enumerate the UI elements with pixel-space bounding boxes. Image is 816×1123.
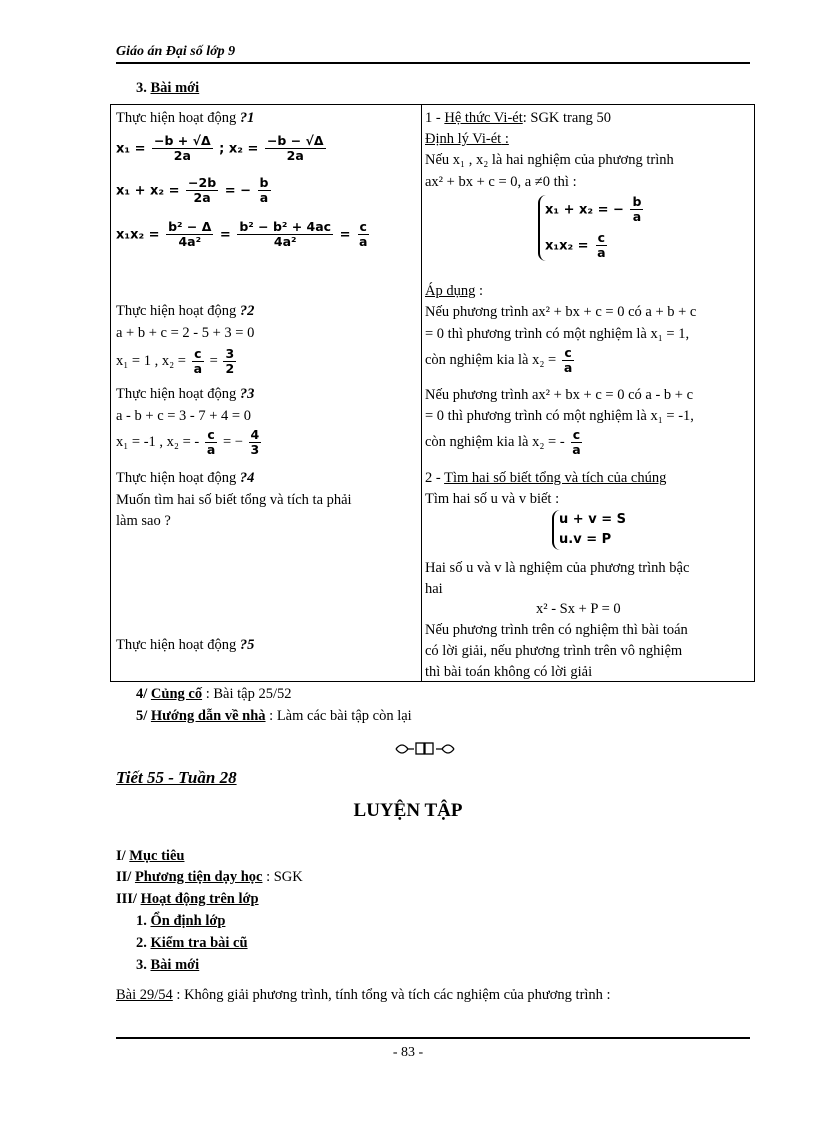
header-rule (116, 62, 750, 64)
activity-item-1: 1. Ổn định lớp (136, 913, 226, 929)
sum-product-line5: có lời giải, nếu phương trình trên vô nghiệm (425, 643, 683, 659)
application-1-line1: Nếu phương trình ax² + bx + c = 0 có a + b + c (425, 304, 697, 320)
sum-product-line1: Tìm hai số u và v biết : (425, 491, 560, 507)
formula-sum: x₁ + x₂ = $\frac{-2b}{2a}$ = − $\frac{b}{a}$ (116, 175, 269, 206)
activity-4-question-line1: Muốn tìm hai số biết tổng và tích ta phải (116, 492, 352, 508)
application-title: Áp dụng : (425, 283, 484, 299)
formula-product: x₁x₂ = $\frac{\text{b² − Δ}}{\text{4a²}}$ = $\frac{\text{b² − b² + 4ac}}{\text{4a²}}$ = $\frac{c}{a}$ (116, 219, 368, 250)
ornament-divider-icon (392, 740, 458, 763)
activity-3-roots: x₁ = -1 , x₂ = - $\frac{c}{a}$ = − $\frac{4}{3}$ (116, 427, 260, 458)
sum-product-line3: hai (425, 581, 443, 597)
lesson-period: Tiết 55 - Tuần 28 (116, 768, 237, 787)
exercise-29: Bài 29/54 : Không giải phương trình, tính tổng và tích các nghiệm của phương trình : (116, 987, 611, 1003)
table-column-divider (421, 105, 422, 681)
heading-vieta: 1 - Hệ thức Vi-ét: SGK trang 50 (425, 110, 611, 126)
vieta-system: x₁ + x₂ = − $\frac{b}{a}$ x₁x₂ = $\frac{c}{a}$ (538, 195, 645, 261)
sum-product-line4: Nếu phương trình trên có nghiệm thì bài toán (425, 622, 688, 638)
footer-rule (116, 1037, 750, 1039)
section-4: 4/ Củng cố : Bài tập 25/52 (136, 686, 292, 702)
activity-3-label: Thực hiện hoạt động ?3 (116, 386, 255, 402)
sum-product-system: u + v = S u.v = P (552, 510, 626, 550)
teaching-means: II/ Phương tiện dạy học : SGK (116, 869, 303, 885)
activity-2-roots: x₁ = 1 , x₂ = $\frac{c}{a}$ = $\frac{3}{2}$ (116, 346, 235, 377)
activity-3-equation: a - b + c = 3 - 7 + 4 = 0 (116, 408, 251, 424)
activity-1-label: Thực hiện hoạt động ?1 (116, 110, 255, 126)
application-2-line1: Nếu phương trình ax² + bx + c = 0 có a - b + c (425, 387, 694, 403)
sum-product-equation: x² - Sx + P = 0 (536, 601, 621, 617)
formula-roots: x₁ = $\frac{-b + √\Delta}{2a}$ ; x₂ = $\frac{-b - √\Delta}{2a}$ (116, 133, 324, 164)
page-header-title: Giáo án Đại số lớp 9 (116, 44, 236, 59)
class-activities: III/ Hoạt động trên lớp (116, 891, 259, 907)
application-1-line3: còn nghiệm kia là x₂ = $\frac{c}{a}$ (425, 345, 573, 376)
activity-4-label: Thực hiện hoạt động ?4 (116, 470, 255, 486)
activity-2-equation: a + b + c = 2 - 5 + 3 = 0 (116, 325, 255, 341)
activity-2-label: Thực hiện hoạt động ?2 (116, 303, 255, 319)
section-5: 5/ Hướng dẫn về nhà : Làm các bài tập còn lại (136, 708, 412, 724)
section-3-num: 3. (136, 80, 147, 96)
activity-5-label: Thực hiện hoạt động ?5 (116, 637, 255, 653)
sum-product-line6: thì bài toán không có lời giải (425, 664, 593, 680)
vieta-theorem-line1: Nếu x₁ , x₂ là hai nghiệm của phương trình (425, 152, 674, 168)
vieta-theorem-line2: ax² + bx + c = 0, a ≠0 thì : (425, 174, 577, 190)
page-number: - 83 - (392, 1045, 424, 1060)
activity-item-3: 3. Bài mới (136, 957, 200, 973)
application-2-line2: = 0 thì phương trình có một nghiệm là x₁ = -1, (425, 408, 694, 424)
activity-4-question-line2: làm sao ? (116, 513, 171, 529)
vieta-theorem-title: Định lý Vi-ét : (425, 131, 509, 147)
section-3-heading (136, 80, 199, 97)
section-3-label: Bài mới (150, 80, 200, 96)
goal-heading: I/ Mục tiêu (116, 848, 185, 864)
application-2-line3: còn nghiệm kia là x₂ = - $\frac{c}{a}$ (425, 427, 581, 458)
application-1-line2: = 0 thì phương trình có một nghiệm là x₁ = 1, (425, 326, 690, 342)
lesson-title: LUYỆN TẬP (353, 800, 463, 821)
activity-item-2: 2. Kiểm tra bài cũ (136, 935, 248, 951)
sum-product-line2: Hai số u và v là nghiệm của phương trình bậc (425, 560, 690, 576)
heading-sum-product: 2 - Tìm hai số biết tổng và tích của chúng (425, 470, 667, 486)
